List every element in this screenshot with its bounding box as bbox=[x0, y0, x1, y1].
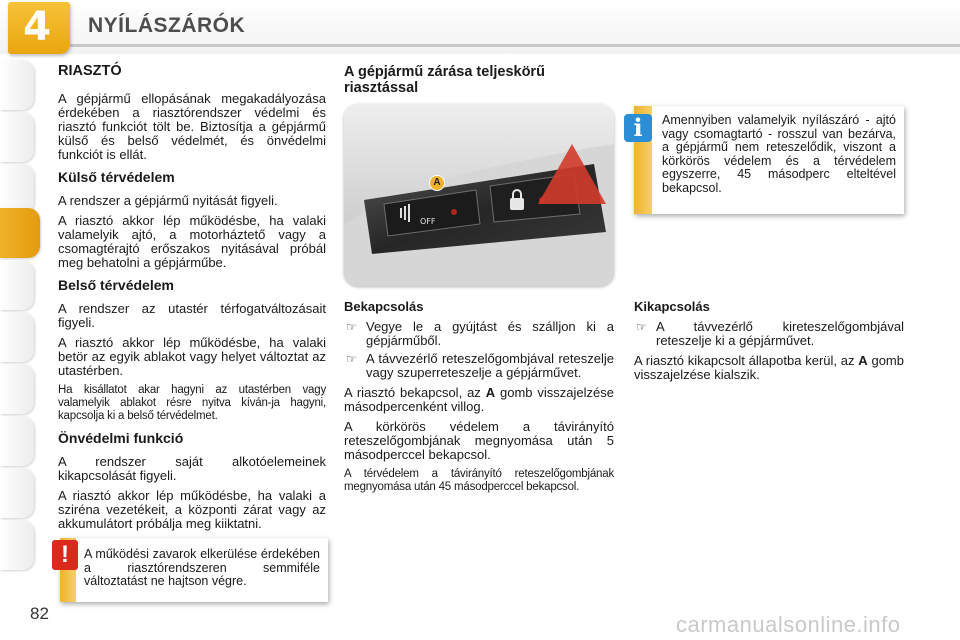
right-column bbox=[634, 300, 904, 388]
button-A-label: A bbox=[485, 385, 496, 400]
warning-text: A működési zavarok elkerülése érdekében a riasztórendszeren semmiféle változtatást ne hajtson végre. bbox=[84, 547, 320, 588]
activation-step-2-text: A távvezérlő reteszelőgombjával reteszelje vagy szuperreteszelje a gépjárművet. bbox=[366, 351, 614, 380]
chapter-side-tabs bbox=[0, 60, 40, 580]
activation-step-1-text: Vegye le a gyújtást és szálljon ki a gépjárműből. bbox=[366, 319, 614, 348]
warning-icon: ! bbox=[52, 540, 78, 570]
heading-external-protection: Külső térvédelem bbox=[58, 169, 175, 185]
activation-steps bbox=[344, 320, 614, 380]
middle-column bbox=[344, 300, 614, 500]
alarm-intro: A gépjármű ellopásának megakadályozása érdekében a riasztórendszer védelmi és riasztó funkciót tölt be. Biztosítja a gépjármű külső és belső védelmét, és önvédelmi funkciót is ellát. bbox=[58, 91, 326, 162]
chapter-badge bbox=[8, 2, 70, 54]
self-protection-p1: A rendszer saját alkotóelemeinek kikapcsolását figyeli. bbox=[58, 454, 326, 483]
side-tab-3[interactable] bbox=[0, 164, 34, 214]
hand-pointer-icon: ☞ bbox=[636, 320, 647, 334]
internal-p2: A riasztó akkor lép működésbe, ha valaki betör az egyik ablakot vagy helyet változtat az utastérben. bbox=[58, 335, 326, 378]
internal-p3: Ha kisállatot akar hagyni az utastérben vagy valamelyik ablakot résre nyitva kíván-ja hagyni, kapcsolja ki a belső térvédelmet. bbox=[58, 384, 326, 422]
section-title-alarm: RIASZTÓ bbox=[58, 63, 122, 79]
deactivation-steps bbox=[634, 320, 904, 348]
chapter-number: 4 bbox=[23, 4, 51, 50]
callout-A: A bbox=[430, 176, 444, 190]
side-tab-6[interactable] bbox=[0, 312, 34, 362]
internal-p1: A rendszer az utastér térfogatváltozásait figyeli. bbox=[58, 301, 326, 330]
deactivation-step-1 bbox=[634, 320, 904, 348]
deactivation-step-1-text: A távvezérlő kireteszelőgombjával reteszelje ki a gépjárművet. bbox=[656, 319, 904, 348]
external-p1: A rendszer a gépjármű nyitását figyeli. bbox=[58, 193, 278, 208]
info-box bbox=[634, 106, 904, 214]
activation-step-2 bbox=[344, 352, 614, 380]
chapter-title: NYÍLÁSZÁRÓK bbox=[88, 14, 246, 37]
button-A-label: A bbox=[858, 353, 868, 368]
header-rule bbox=[70, 44, 960, 47]
side-tab-5[interactable] bbox=[0, 260, 34, 310]
side-tab-8[interactable] bbox=[0, 416, 34, 466]
side-tab-2[interactable] bbox=[0, 112, 34, 162]
heading-deactivation: Kikapcsolás bbox=[634, 299, 710, 314]
left-column bbox=[58, 64, 326, 537]
info-icon: i bbox=[624, 114, 652, 142]
activation-p2: A körkörös védelem a távirányító reteszelőgombjának megnyomása után 5 másodperccel bekapcsol. bbox=[344, 419, 614, 462]
info-text: Amennyiben valamelyik nyílászáró - ajtó vagy csomagtartó - rosszul van bezárva, a gépjármű nem reteszelődik, viszont a körkörös védelem és a térvédelem egyszerre, 45 másodperc elteltével bekapcsol. bbox=[662, 113, 896, 195]
activation-step-1 bbox=[344, 320, 614, 348]
alarm-panel-illustration bbox=[344, 104, 614, 286]
page-number: 82 bbox=[30, 604, 49, 623]
side-tab-9[interactable] bbox=[0, 468, 34, 518]
heading-activation: Bekapcsolás bbox=[344, 299, 424, 314]
side-tab-10[interactable] bbox=[0, 520, 34, 570]
hand-pointer-icon: ☞ bbox=[346, 320, 357, 334]
external-p2: A riasztó akkor lép működésbe, ha valaki valamelyik ajtó, a motorháztető vagy a csomagtérajtó erőszakos nyitásával próbál meg behatolni a gépjárműbe. bbox=[58, 213, 326, 270]
heading-internal-protection: Belső térvédelem bbox=[58, 277, 174, 293]
activation-p3: A térvédelem a távirányító reteszelőgombjának megnyomása után 45 másodperccel bekapcsol. bbox=[344, 468, 614, 493]
alarm-button-photo bbox=[344, 104, 614, 286]
deactivation-p1: A riasztó kikapcsolt állapotba kerül, az A gomb visszajelzése kialszik. bbox=[634, 353, 904, 382]
side-tab-4-active[interactable] bbox=[0, 208, 40, 258]
watermark: carmanualsonline.info bbox=[676, 612, 901, 637]
side-tab-7[interactable] bbox=[0, 364, 34, 414]
heading-self-protection: Önvédelmi funkció bbox=[58, 430, 184, 446]
activation-p1: A riasztó bekapcsol, az A gomb visszajelzése másodpercenként villog. bbox=[344, 385, 615, 414]
warning-box bbox=[60, 538, 328, 602]
side-tab-1[interactable] bbox=[0, 60, 34, 110]
heading-full-alarm-locking: A gépjármű zárása teljeskörű riasztással bbox=[344, 64, 545, 96]
hand-pointer-icon: ☞ bbox=[346, 352, 357, 366]
self-protection-p2: A riasztó akkor lép működésbe, ha valaki a sziréna vezetékeit, a központi zárat vagy az akkumulátort próbálja meg kiiktatni. bbox=[58, 488, 326, 531]
off-label: OFF bbox=[420, 217, 436, 226]
